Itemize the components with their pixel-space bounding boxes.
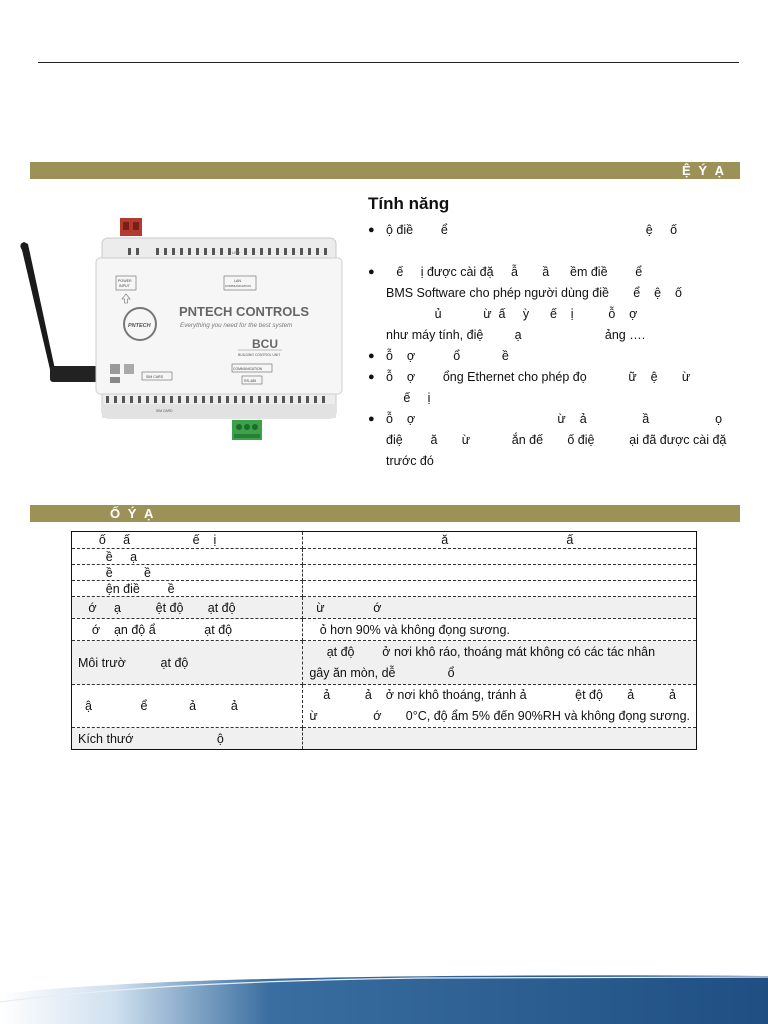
spec-value: ă ấ bbox=[303, 532, 697, 549]
spec-key: ề ạ bbox=[72, 549, 303, 565]
table-row bbox=[72, 581, 697, 597]
svg-text:LED: LED bbox=[232, 250, 240, 255]
feature-line: ỗ ợ ổ ề bbox=[386, 349, 509, 363]
svg-text:BCU: BCU bbox=[252, 337, 278, 351]
spec-value bbox=[303, 581, 697, 597]
svg-text:COMMUNICATION: COMMUNICATION bbox=[225, 284, 251, 288]
device-image bbox=[16, 214, 348, 454]
svg-text:BUILDING CONTROL UNIT: BUILDING CONTROL UNIT bbox=[238, 353, 281, 357]
table-row bbox=[72, 619, 697, 641]
footer-banner bbox=[0, 972, 768, 1024]
feature-item bbox=[368, 262, 728, 346]
svg-text:INPUT: INPUT bbox=[119, 284, 130, 288]
spec-value bbox=[303, 549, 697, 565]
spec-key: ện điề ề bbox=[72, 581, 303, 597]
bullet-icon: ● bbox=[368, 371, 375, 383]
section-bar-specs: Ố Ý Ạ bbox=[30, 505, 740, 522]
table-row bbox=[72, 685, 697, 728]
spec-key: Kích thướ ộ bbox=[72, 728, 303, 750]
spec-key: Môi trườ ạt độ bbox=[72, 641, 303, 685]
table-row bbox=[72, 565, 697, 581]
spec-table bbox=[71, 531, 697, 750]
spec-value: ỏ hơn 90% và không đọng sương. bbox=[303, 619, 697, 641]
table-row bbox=[72, 532, 697, 549]
bullet-icon: ● bbox=[368, 266, 375, 278]
feature-line: điệ ă ừ ắn đế ố điệ ại đã được cài đặ bbox=[386, 433, 727, 447]
feature-line: ỗ ợ ổng Ethernet cho phép đọ ữ ệ ừ bbox=[386, 370, 691, 384]
section-bar-features: Ệ Ý Ạ bbox=[30, 162, 740, 179]
bullet-icon: ● bbox=[368, 224, 375, 236]
feature-line: ộ điề ể ệ ố bbox=[386, 223, 678, 237]
svg-text:PNTECH CONTROLS: PNTECH CONTROLS bbox=[179, 304, 309, 319]
table-row bbox=[72, 641, 697, 685]
spec-key: ậ ể ả ả bbox=[72, 685, 303, 728]
feature-item bbox=[368, 346, 728, 367]
spec-value bbox=[303, 728, 697, 750]
svg-text:PNTECH: PNTECH bbox=[128, 323, 151, 329]
table-row bbox=[72, 728, 697, 750]
antenna-icon bbox=[20, 242, 102, 382]
feature-item bbox=[368, 409, 728, 472]
svg-text:Everything you need for the be: Everything you need for the best system bbox=[180, 322, 293, 329]
spec-key: ề ề bbox=[72, 565, 303, 581]
feature-line: ế ị được cài đặ ẫ ầ ềm điề ể bbox=[386, 265, 643, 279]
table-row bbox=[72, 549, 697, 565]
bullet-icon: ● bbox=[368, 350, 375, 362]
feature-line: BMS Software cho phép người dùng điề ể ệ ố bbox=[386, 286, 682, 300]
svg-text:POWER: POWER bbox=[118, 279, 132, 283]
bullet-icon: ● bbox=[368, 413, 375, 425]
feature-item bbox=[368, 367, 728, 409]
table-row bbox=[72, 597, 697, 619]
spec-key: ớ ạn độ ẩ ạt độ bbox=[72, 619, 303, 641]
features-title: Tính năng bbox=[368, 194, 450, 213]
svg-text:SIM CARD: SIM CARD bbox=[156, 409, 173, 413]
spec-value: ạt độ ở nơi khô ráo, thoáng mát không có các tác nhân gây ăn mòn, dễ ổ bbox=[303, 641, 697, 685]
spec-value: ả ả ở nơi khô thoáng, tránh ả ệt độ ả ả ừ ớ 0°C, độ ẩm 5% đến 90%RH và không đọng sương. bbox=[303, 685, 697, 728]
svg-text:COMMUNICATION: COMMUNICATION bbox=[233, 367, 263, 371]
spec-value: ừ ớ bbox=[303, 597, 697, 619]
feature-line: ế ị bbox=[386, 391, 431, 405]
feature-line: như máy tính, điệ ạ ảng …. bbox=[386, 328, 646, 342]
svg-text:LAN: LAN bbox=[234, 279, 241, 283]
svg-text:SIM CARD: SIM CARD bbox=[146, 375, 164, 379]
feature-item bbox=[368, 220, 728, 241]
spec-value bbox=[303, 565, 697, 581]
feature-line: trước đó bbox=[386, 454, 434, 468]
feature-line: ỗ ợ ừ ả ầ ọ bbox=[386, 412, 723, 426]
svg-text:RS-485: RS-485 bbox=[244, 379, 257, 383]
spec-key: ớ ạ ệt độ ạt độ bbox=[72, 597, 303, 619]
spec-key: ố ấ ế ị bbox=[72, 532, 303, 549]
header-rule bbox=[38, 62, 739, 63]
features-list bbox=[368, 220, 728, 472]
features-section bbox=[368, 194, 728, 472]
feature-line: ủ ừ ấ ỳ ế ị ỗ ợ bbox=[386, 307, 638, 321]
